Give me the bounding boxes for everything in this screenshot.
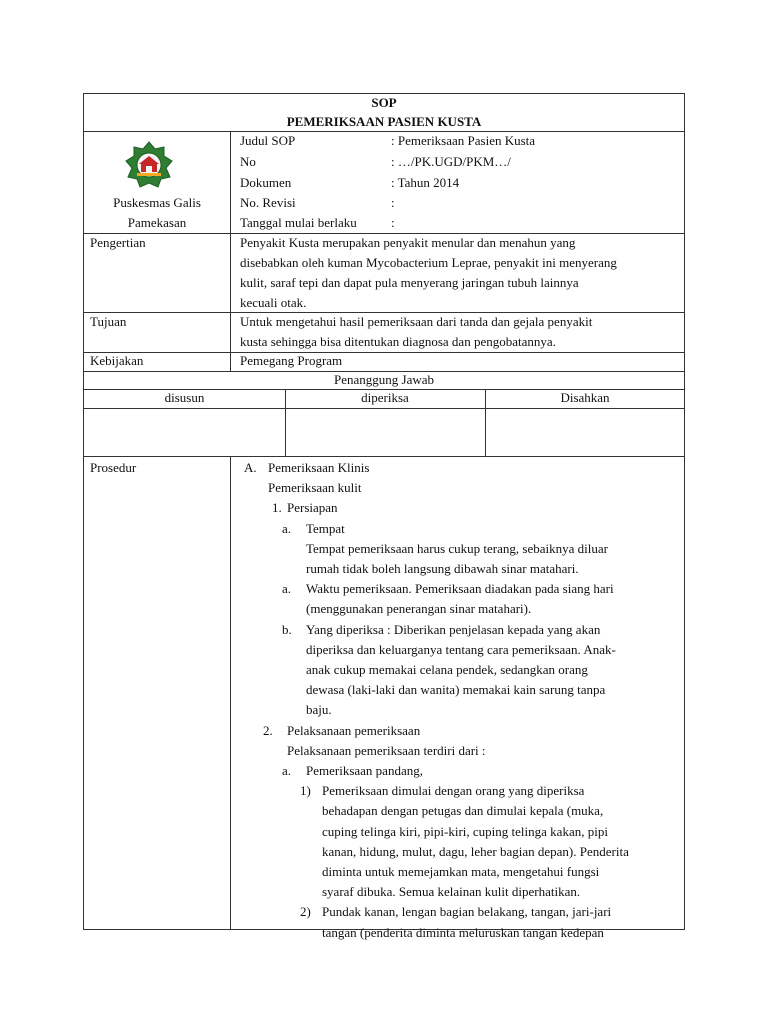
prosedur-text: diperiksa dan keluarganya tentang cara pemeriksaan. Anak- xyxy=(306,641,616,657)
list-marker: 2) xyxy=(300,904,311,920)
prosedur-text: tangan (penderita diminta meluruskan tangan kedepan xyxy=(322,924,604,940)
prosedur-text: Pemeriksaan pandang, xyxy=(306,763,423,778)
prosedur-text: dewasa (laki-laki dan wanita) memakai kain sarung tanpa xyxy=(306,682,606,698)
org-name: Puskesmas Galis xyxy=(113,195,201,210)
meta-label: Dokumen xyxy=(240,175,292,190)
signature-header-row xyxy=(84,390,684,409)
prosedur-text: kanan, hidung, mulut, dagu, leher bagian depan). Penderita xyxy=(322,843,629,859)
prosedur-text: Yang diperiksa : Diberikan penjelasan kepada yang akan xyxy=(306,621,601,637)
list-marker: b. xyxy=(282,621,292,637)
sop-title: SOP xyxy=(371,95,397,110)
prosedur-text: Tempat pemeriksaan harus cukup terang, sebaiknya diluar xyxy=(306,540,608,556)
identity-block xyxy=(84,132,684,234)
prosedur-text: Tempat xyxy=(306,520,345,536)
prosedur-label: Prosedur xyxy=(90,460,137,475)
prosedur-text: syaraf dibuka. Semua kelainan kulit diperhatikan. xyxy=(322,884,581,900)
meta-value: : Tahun 2014 xyxy=(391,175,460,190)
pengertian-text: kulit, saraf tepi dan dapat pula menyerang jaringan tubuh lainnya xyxy=(240,275,579,290)
tujuan-label: Tujuan xyxy=(90,314,127,329)
prosedur-text: rumah tidak boleh langsung dibawah sinar matahari. xyxy=(306,561,579,576)
prosedur-text: Pemeriksaan kulit xyxy=(268,480,362,496)
meta-label: Tanggal mulai berlaku xyxy=(240,215,357,230)
sop-subtitle: PEMERIKSAAN PASIEN KUSTA xyxy=(286,114,482,129)
org-location: Pamekasan xyxy=(127,215,187,230)
prosedur-text: anak cukup memakai celana pendek, sedangkan orang xyxy=(306,662,588,677)
prosedur-text: Pemeriksaan dimulai dengan orang yang diperiksa xyxy=(322,783,585,799)
meta-label: Judul SOP xyxy=(240,133,296,148)
prosedur-text: baju. xyxy=(306,702,332,718)
col-disahkan: Disahkan xyxy=(560,390,610,405)
tujuan-text: kusta sehingga bisa ditentukan diagnosa dan pengobatannya. xyxy=(240,334,556,349)
list-marker: A. xyxy=(244,460,257,475)
meta-label: No xyxy=(240,154,256,169)
prosedur-text: Pundak kanan, lengan bagian belakang, tangan, jari-jari xyxy=(322,904,612,920)
prosedur-text: cuping telinga kiri, pipi-kiri, cuping telinga kakan, pipi xyxy=(322,823,608,839)
col-disusun: disusun xyxy=(164,390,205,405)
pengertian-text: Penyakit Kusta merupakan penyakit menular dan menahun yang xyxy=(240,235,576,250)
prosedur-text: (menggunakan penerangan sinar matahari). xyxy=(306,601,532,617)
prosedur-text: diminta untuk memejamkan mata, mengetahui fungsi xyxy=(322,864,600,879)
kebijakan-label: Kebijakan xyxy=(90,353,144,368)
tujuan-text: Untuk mengetahui hasil pemeriksaan dari tanda dan gejala penyakit xyxy=(240,314,593,329)
sop-header xyxy=(84,94,684,132)
meta-value: : …/PK.UGD/PKM…/ xyxy=(391,154,511,169)
meta-value: : xyxy=(391,195,395,210)
list-marker: a. xyxy=(282,520,292,536)
col-diperiksa: diperiksa xyxy=(361,390,409,405)
meta-value: : Pemeriksaan Pasien Kusta xyxy=(391,133,536,148)
prosedur-text: Persiapan xyxy=(287,500,338,516)
prosedur-section xyxy=(84,457,684,940)
puskesmas-logo-icon xyxy=(124,140,174,190)
list-marker: a. xyxy=(282,581,292,597)
pengertian-row xyxy=(84,234,684,313)
sop-document xyxy=(83,93,685,940)
tujuan-row xyxy=(84,313,684,353)
pengertian-text: kecuali otak. xyxy=(240,295,307,310)
list-marker: 2. xyxy=(263,722,273,738)
prosedur-text: Pemeriksaan Klinis xyxy=(268,460,370,475)
list-marker: a. xyxy=(282,763,292,778)
kebijakan-value: Pemegang Program xyxy=(240,353,343,368)
prosedur-text: Pelaksanaan pemeriksaan terdiri dari : xyxy=(287,742,486,758)
pengertian-label: Pengertian xyxy=(90,235,146,250)
list-marker: 1. xyxy=(272,500,282,516)
meta-label: No. Revisi xyxy=(240,195,296,210)
penanggung-jawab-title: Penanggung Jawab xyxy=(333,372,434,387)
meta-value: : xyxy=(391,215,395,230)
signature-blank-row xyxy=(84,409,684,457)
pengertian-text: disebabkan oleh kuman Mycobacterium Leprae, penyakit ini menyerang xyxy=(240,255,617,270)
prosedur-text: Waktu pemeriksaan. Pemeriksaan diadakan pada siang hari xyxy=(306,581,614,597)
list-marker: 1) xyxy=(300,783,311,799)
prosedur-text: behadapan dengan petugas dan dimulai kepala (muka, xyxy=(322,803,604,819)
prosedur-text: Pelaksanaan pemeriksaan xyxy=(287,722,421,738)
